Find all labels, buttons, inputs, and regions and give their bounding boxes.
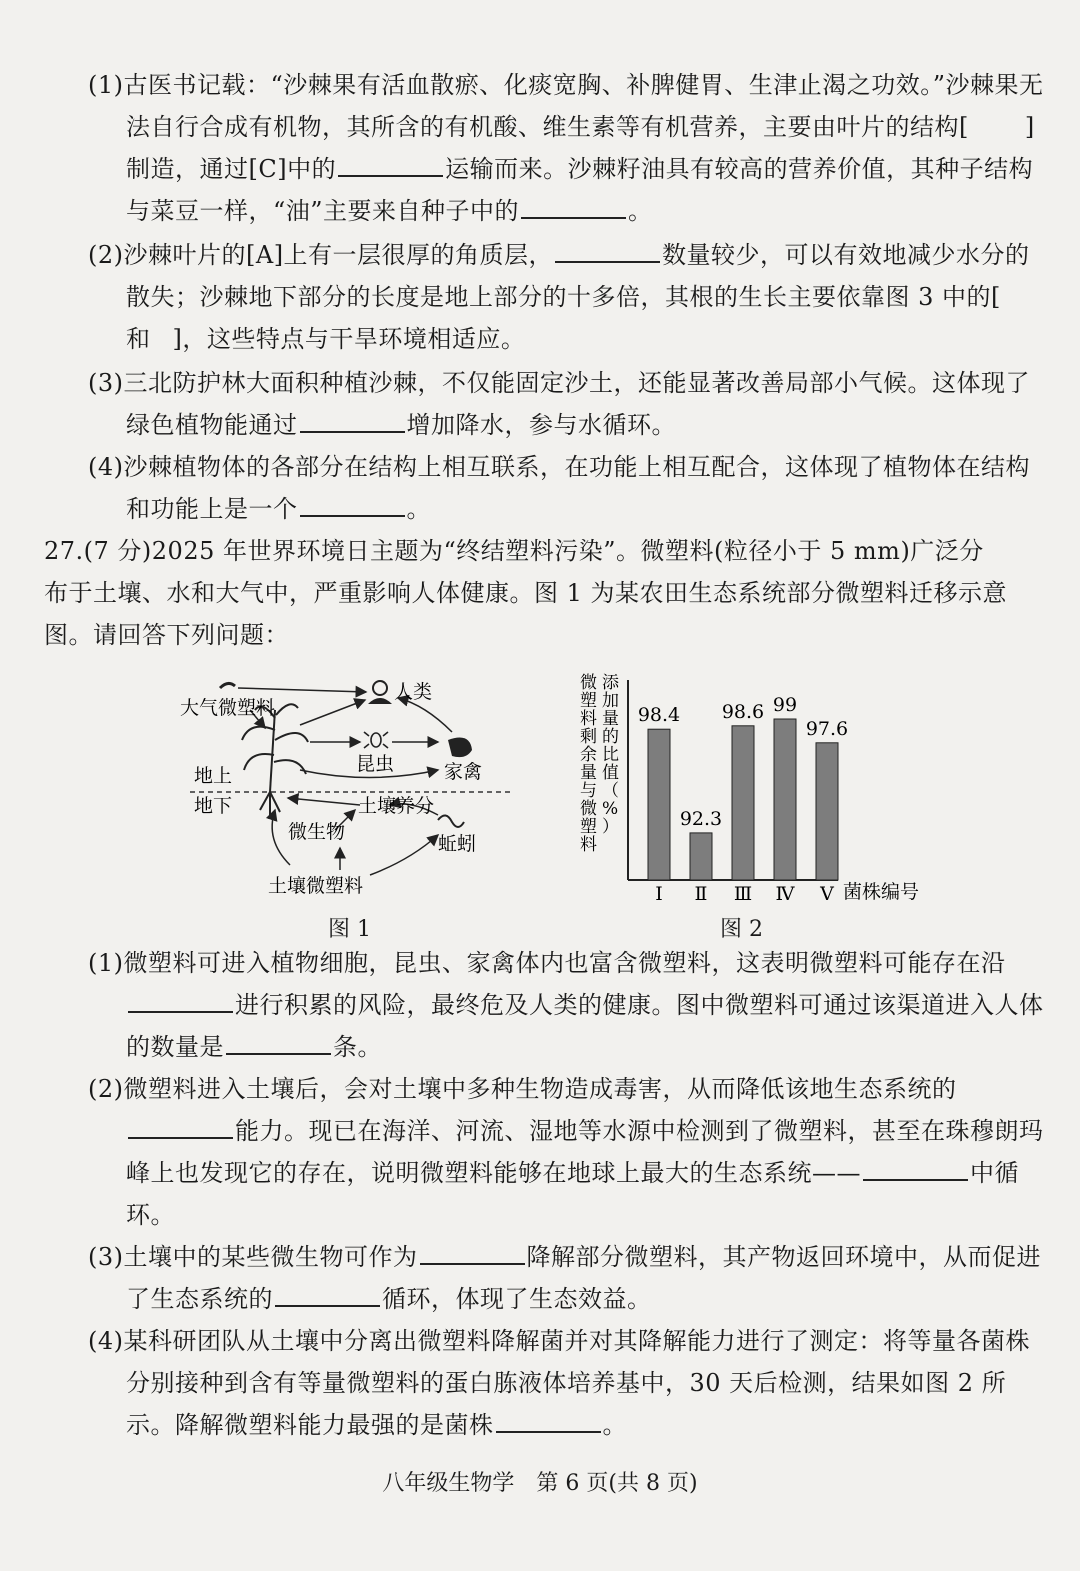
figure2-chart (558, 670, 928, 906)
q27-p3-text-b: 降解部分微塑料，其产物返回环境中，从而促进了生态系统的 (126, 1243, 1041, 1313)
bar-2 (690, 833, 712, 880)
bar-value-label: 98.4 (637, 704, 681, 727)
q27-p2-text-b: 能力。现已在海洋、河流、湿地等水源中检测到了微塑料，甚至在珠穆朗玛峰上也发现它的存在，说明微塑料能够在地球上最大的生态系统—— (126, 1117, 1044, 1187)
q27-p1-text-c: 条。 (333, 1033, 382, 1061)
bar-value-label: 98.6 (721, 700, 765, 723)
q27-p4-text-a: (4)某科研团队从土壤中分离出微塑料降解菌并对其降解能力进行了测定：将等量各菌株分别接种到含有等量微塑料的蛋白胨液体培养基中，30 天后检测，结果如图 2 所示。降解微塑料能力最强的是菌株 (88, 1327, 1030, 1439)
q26-p4-text-a: (4)沙棘植物体的各部分在结构上相互联系，在功能上相互配合，这体现了植物体在结构和功能上是一个 (88, 453, 1030, 523)
answer-blank[interactable] (226, 1033, 331, 1055)
arrow-plant-human (300, 700, 365, 725)
figure2-caption: 图 2 (720, 917, 763, 942)
q26-p2-text-d: ]，这些特点与干旱环境相适应。 (172, 325, 526, 353)
label-poultry: 家禽 (444, 761, 483, 783)
q27-intro: 27.(7 分)2025 年世界环境日主题为“终结塑料污染”。微塑料(粒径小于 5 mm)广泛分布于土壤、水和大气中，严重影响人体健康。图 1 为某农田生态系统部分微塑料迁移示意图。请回答下列问题： (44, 537, 1008, 649)
q27-p1-text-a: (1)微塑料可进入植物细胞，昆虫、家禽体内也富含微塑料，这表明微塑料可能存在沿 (88, 949, 1006, 977)
q26-p3-text-a: (3)三北防护林大面积种植沙棘，不仅能固定沙土，还能显著改善局部小气候。这体现了绿色植物能通过 (88, 369, 1030, 439)
arrow-air-human (238, 688, 366, 692)
q26-part2 (88, 234, 1046, 360)
answer-blank[interactable] (555, 241, 660, 263)
answer-blank[interactable] (338, 155, 443, 177)
chart-ylabel (580, 673, 620, 855)
figure1-diagram (180, 670, 520, 900)
q26-part3 (88, 362, 1046, 446)
label-soil-microplastic: 土壤微塑料 (268, 875, 364, 897)
label-earthworm: 蚯蚓 (438, 833, 477, 855)
answer-blank[interactable] (496, 1411, 601, 1433)
answer-blank[interactable] (128, 991, 233, 1013)
insect-icon (364, 732, 388, 748)
label-below-ground: 地下 (194, 795, 233, 817)
page-footer: 八年级生物学 第 6 页(共 8 页) (382, 1471, 698, 1496)
answer-blank[interactable] (863, 1159, 968, 1181)
bar-4 (774, 719, 796, 880)
q26-p1-text-c: 运输而来。沙棘籽油具有较高的营养价值，其种子结构与菜豆一样，“油”主要来自种子中的 (126, 155, 1034, 225)
answer-blank[interactable] (420, 1243, 525, 1265)
q26-p4-text-b: 。 (406, 495, 431, 523)
q26-p1-text-d: 。 (628, 197, 653, 225)
label-insect: 昆虫 (356, 753, 395, 775)
category-label: Ⅳ (775, 883, 795, 905)
bar-3 (732, 726, 754, 880)
q27-p3-text-c: 循环，体现了生态效益。 (382, 1285, 652, 1313)
q27-part4 (88, 1320, 1046, 1446)
arrow-nutrient-plant (288, 798, 360, 805)
q27-part3 (88, 1236, 1046, 1320)
arrow-poultry-human (398, 698, 452, 732)
category-label: Ⅱ (694, 883, 708, 905)
q26-p3-text-b: 增加降水，参与水循环。 (406, 411, 676, 439)
ylabel-column: 添加量的比值（%） (602, 673, 619, 837)
answer-blank[interactable] (128, 1117, 233, 1139)
earthworm-icon (438, 815, 464, 827)
q26-p2-text-b: 数量较少，可以有效地减少水分的散失；沙棘地下部分的长度是地上部分的十多倍，其根的生长主要依靠图 3 中的[ (126, 241, 1030, 311)
label-human: 人类 (394, 681, 433, 703)
q26-part4 (88, 446, 1046, 530)
q26-p2-text-a: (2)沙棘叶片的[A]上有一层很厚的角质层， (88, 241, 554, 269)
q27-p2-text-a: (2)微塑料进入土壤后，会对土壤中多种生物造成毒害，从而降低该地生态系统的 (88, 1075, 957, 1103)
q26-p1-text-a: (1)古医书记载：“沙棘果有活血散瘀、化痰宽胸、补脾健胃、生津止渴之功效。”沙棘果无法自行合成有机物，其所含的有机酸、维生素等有机营养，主要由叶片的结构[ (88, 71, 1044, 141)
bar-value-label: 97.6 (805, 717, 849, 740)
q27-p4-text-b: 。 (602, 1411, 627, 1439)
label-soil-nutrient: 土壤养分 (358, 795, 435, 817)
q27-part2 (88, 1068, 1046, 1236)
q26-p1-text-b: ]制造，通过[C]中的 (126, 113, 1035, 183)
q27-p2-text-c: 中循环。 (126, 1159, 1019, 1229)
category-label: Ⅴ (820, 883, 834, 905)
q26-p2-text-c: 和 (126, 325, 151, 353)
air-particle-icon (220, 683, 235, 688)
bar-value-label: 92.3 (679, 807, 723, 830)
label-microbe: 微生物 (288, 821, 346, 843)
ylabel-column: 微塑料剩余量与微塑料 (580, 673, 597, 855)
arrow-soil-earthworm (370, 835, 438, 875)
figures (180, 670, 940, 940)
answer-blank[interactable] (300, 411, 405, 433)
q27-p3-text-a: (3)土壤中的某些微生物可作为 (88, 1243, 418, 1271)
figure1-caption: 图 1 (328, 917, 371, 942)
answer-blank[interactable] (275, 1285, 380, 1307)
label-air: 大气微塑料 (180, 697, 276, 719)
chart-xlabel: 菌株编号 (843, 881, 920, 903)
poultry-icon (448, 738, 472, 758)
human-icon (368, 681, 392, 704)
q26-part1 (88, 64, 1046, 232)
q27-part1 (88, 942, 1046, 1068)
bar-value-label: 99 (772, 694, 798, 716)
answer-blank[interactable] (521, 197, 626, 219)
label-above-ground: 地上 (194, 765, 233, 787)
bar-1 (648, 729, 670, 880)
category-label: Ⅲ (733, 883, 753, 905)
category-label: Ⅰ (655, 883, 663, 905)
bar-5 (816, 743, 838, 880)
q27-p1-text-b: 进行积累的风险，最终危及人类的健康。图中微塑料可通过该渠道进入人体的数量是 (126, 991, 1044, 1061)
answer-blank[interactable] (300, 495, 405, 517)
